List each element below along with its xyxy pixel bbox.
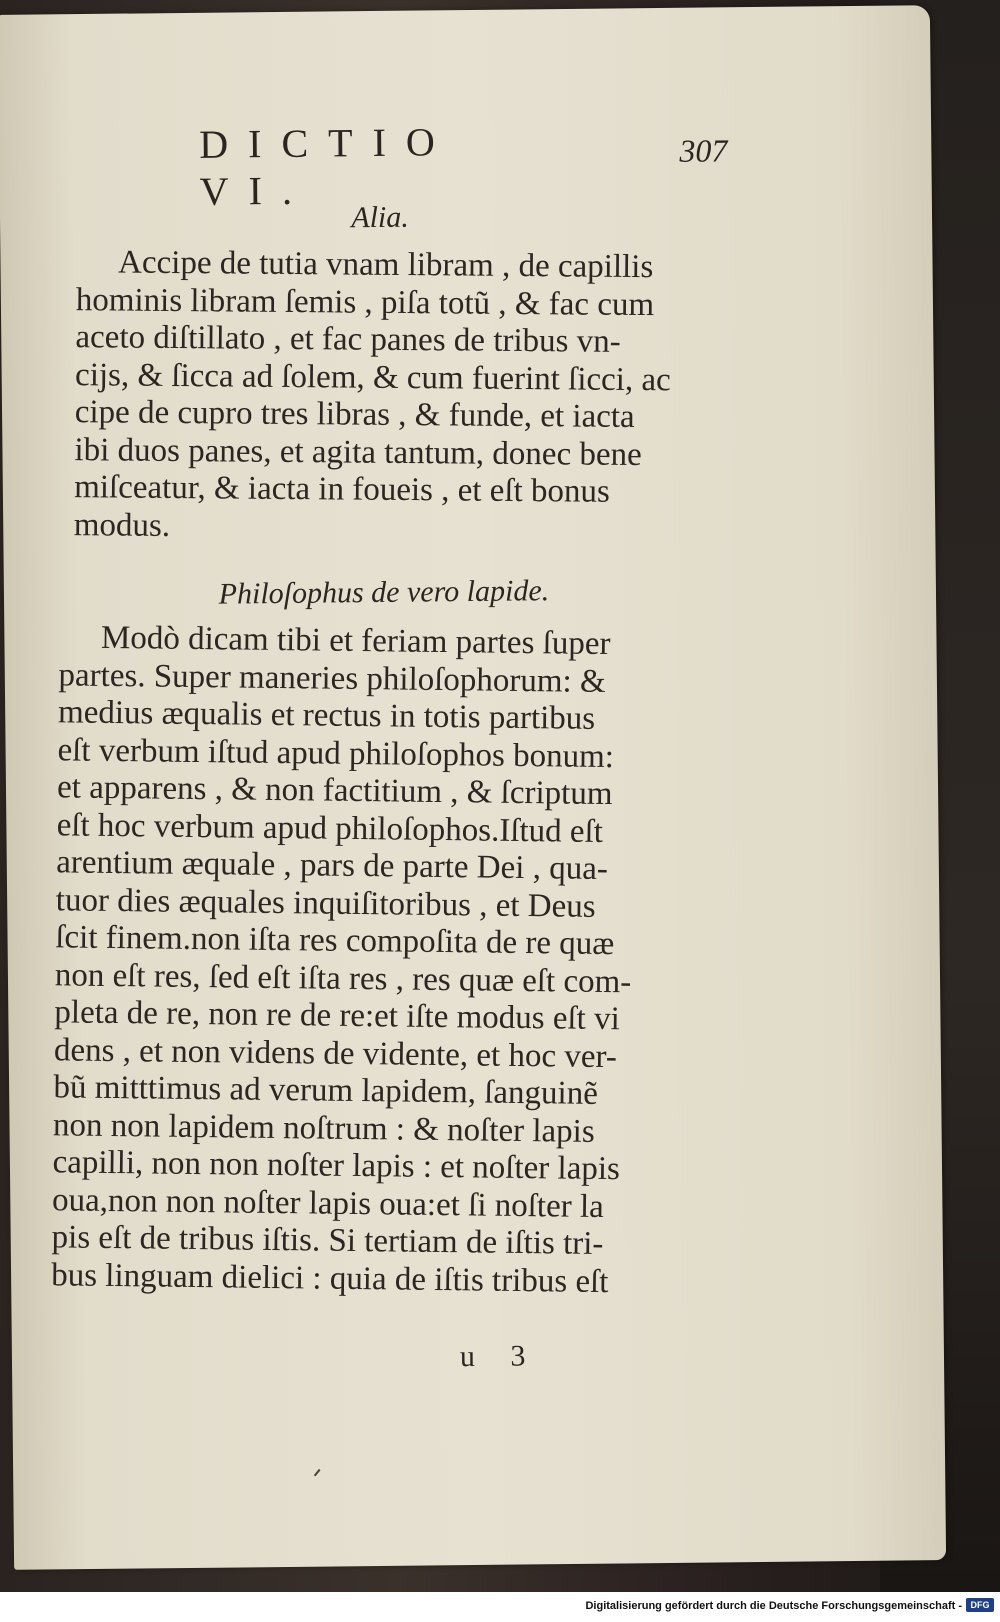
dfg-logo-icon[interactable]: DFG (966, 1598, 994, 1612)
ink-speck (314, 1469, 321, 1476)
text-line: capilli, non non noſter lapis : et noſter lapis (52, 1144, 621, 1188)
page-number: 307 (679, 132, 728, 169)
section-body-alia (74, 244, 727, 550)
text-line: arentium æquale , pars de parte Dei , qua- (56, 844, 609, 888)
text-line: eſt verbum iſtud apud philoſophos bonum: (57, 731, 615, 775)
footer-credit: Digitalisierung gefördert durch die Deutsche Forschungsgemeinschaft - (585, 1600, 962, 1612)
text-line: non non lapidem noſtrum : & noſter lapis (52, 1106, 595, 1150)
book-page (0, 5, 946, 1570)
text-line: dens , et non videns de vidente, et hoc ver- (53, 1031, 618, 1075)
text-line: pleta de re, non re de re:et iſte modus eſt vi (54, 994, 620, 1038)
text-line: miſceatur, & iacta in foueis , et eſt bonus (74, 469, 610, 510)
signature-mark: u 3 (459, 1339, 540, 1374)
text-line: cipe de cupro tres libras , & funde, et iacta (74, 394, 635, 435)
section-body-philosophus (51, 619, 709, 1302)
section-heading-alia: Alia. (351, 200, 409, 235)
text-line: aceto diſtillato , et fac panes de tribus vn- (75, 319, 621, 360)
text-line: et apparens , & non factitium , & ſcriptum (56, 769, 613, 813)
text-line: tuor dies æquales inquiſitoribus , et Deus (55, 881, 596, 925)
text-line: Modò dicam tibi et feriam partes ſuper (100, 619, 611, 663)
text-line: partes. Super maneries philoſophorum: & (58, 656, 606, 700)
text-line: bũ mitttimus ad verum lapidem, ſanguinẽ (53, 1069, 599, 1112)
footer-bar (0, 1592, 1000, 1622)
text-line: hominis libram ſemis , piſa totũ , & fac cum (75, 281, 655, 323)
text-line: ibi duos panes, et agita tantum, donec bene (74, 431, 642, 473)
text-line: oua,non non noſter lapis oua:et ſi noſter la (51, 1181, 605, 1225)
text-line: eſt hoc verbum apud philoſophos.Iſtud eſt (56, 806, 604, 850)
text-line: Accipe de tutia vnam libram , de capillis (117, 244, 654, 286)
running-head: DICTIO VI. (199, 119, 456, 214)
text-line: cijs, & ſicca ad ſolem, & cum fuerint ſicci, ac (74, 356, 671, 398)
text-line: bus linguam dielici : quia de iſtis tribus eſt (50, 1256, 609, 1300)
text-line: modus. (73, 506, 171, 544)
section-heading-philosophus: Philoſophus de vero lapide. (218, 574, 550, 611)
text-line: medius æqualis et rectus in totis partibus (57, 694, 596, 737)
text-line: pis eſt de tribus iſtis. Si tertiam de iſtis tri- (51, 1219, 604, 1263)
text-line: non eſt res, ſed eſt iſta res , res quæ eſt com- (54, 956, 632, 1000)
text-line: ſcit finem.non iſta res compoſita de re quæ (55, 919, 615, 963)
